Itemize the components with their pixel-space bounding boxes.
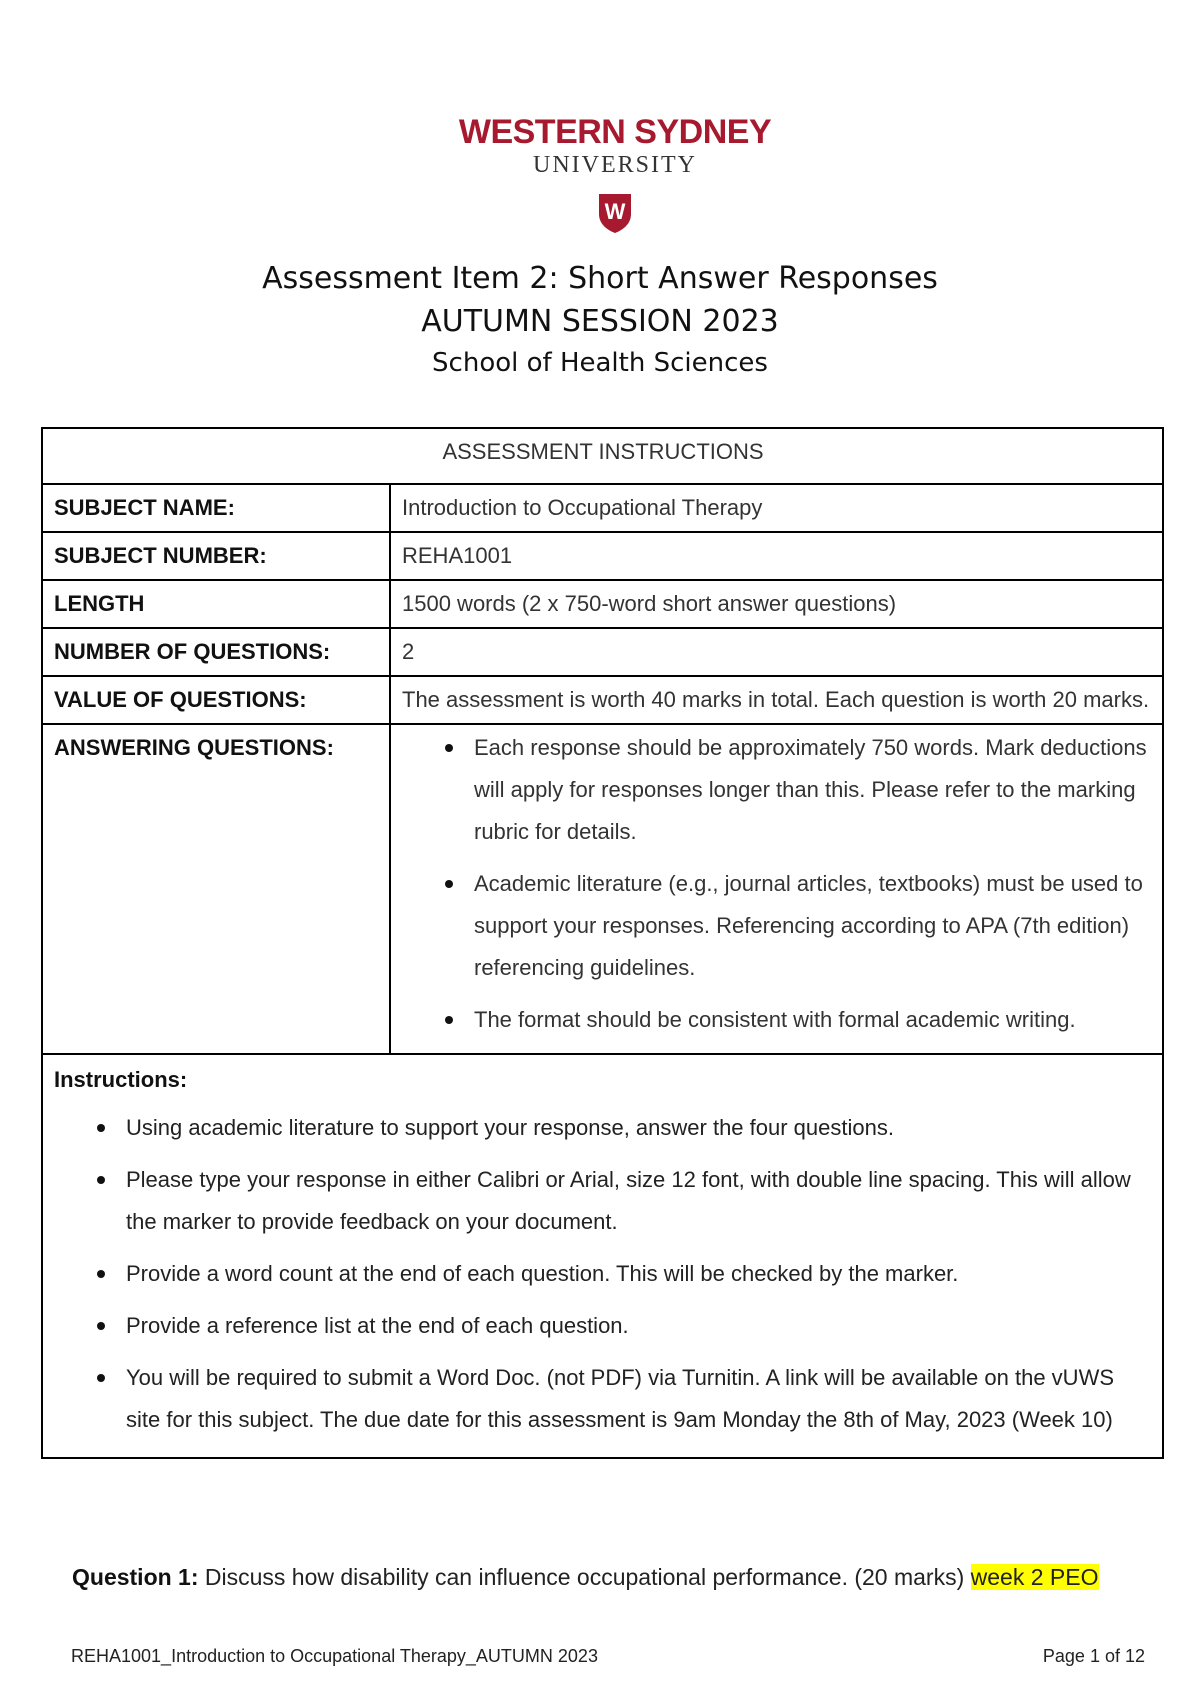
table-heading: ASSESSMENT INSTRUCTIONS bbox=[42, 428, 1163, 484]
table-row bbox=[42, 532, 1163, 580]
assessment-instructions-table bbox=[41, 427, 1164, 1459]
row-label: NUMBER OF QUESTIONS: bbox=[42, 628, 390, 676]
row-label: LENGTH bbox=[42, 580, 390, 628]
shield-letter: W bbox=[604, 199, 626, 224]
list-item: The format should be consistent with formal academic writing. bbox=[474, 999, 1152, 1041]
row-label: ANSWERING QUESTIONS: bbox=[42, 724, 390, 1054]
footer-document-name: REHA1001_Introduction to Occupational Therapy_AUTUMN 2023 bbox=[71, 1646, 598, 1666]
question-label: Question 1: bbox=[72, 1564, 199, 1590]
table-row bbox=[42, 676, 1163, 724]
document-title: Assessment Item 2: Short Answer Responses bbox=[262, 261, 938, 296]
highlighted-note: week 2 PEO bbox=[970, 1564, 1099, 1590]
table-row-instructions bbox=[42, 1054, 1163, 1458]
table-row bbox=[42, 628, 1163, 676]
instructions-title: Instructions: bbox=[54, 1067, 188, 1092]
list-item: You will be required to submit a Word Doc. (not PDF) via Turnitin. A link will be available on the vUWS site for this subject. The due date for this assessment is 9am Monday the 8th of May, 2023 (Week 10) bbox=[126, 1357, 1152, 1441]
list-item: Academic literature (e.g., journal articles, textbooks) must be used to support your responses. Referencing according to APA (7th edition) referencing guidelines. bbox=[474, 863, 1152, 989]
list-item: Each response should be approximately 750 words. Mark deductions will apply for responses longer than this. Please refer to the marking rubric for details. bbox=[474, 727, 1152, 853]
row-value: REHA1001 bbox=[390, 532, 1163, 580]
school-title: School of Health Sciences bbox=[432, 348, 768, 378]
answering-bullet-list bbox=[402, 727, 1152, 1041]
document-title-block bbox=[0, 256, 1200, 384]
logo-wordmark-line2: UNIVERSITY bbox=[533, 152, 697, 178]
list-item: Please type your response in either Calibri or Arial, size 12 font, with double line spacing. This will allow the marker to provide feedback on your document. bbox=[126, 1159, 1152, 1243]
logo-wordmark-line1: WESTERN SYDNEY bbox=[458, 113, 772, 151]
row-value: 2 bbox=[390, 628, 1163, 676]
list-item: Provide a word count at the end of each question. This will be checked by the marker. bbox=[126, 1253, 1152, 1295]
table-row bbox=[42, 484, 1163, 532]
row-label: VALUE OF QUESTIONS: bbox=[42, 676, 390, 724]
list-item: Provide a reference list at the end of each question. bbox=[126, 1305, 1152, 1347]
list-item: Using academic literature to support your response, answer the four questions. bbox=[126, 1107, 1152, 1149]
row-label: SUBJECT NUMBER: bbox=[42, 532, 390, 580]
table-heading-row bbox=[42, 428, 1163, 484]
instructions-bullet-list bbox=[54, 1107, 1152, 1441]
row-value: The assessment is worth 40 marks in total. Each question is worth 20 marks. bbox=[390, 676, 1163, 724]
row-value: 1500 words (2 x 750-word short answer questions) bbox=[390, 580, 1163, 628]
footer-page-number: Page 1 of 12 bbox=[1042, 1646, 1145, 1666]
row-label: SUBJECT NAME: bbox=[42, 484, 390, 532]
table-row-answering bbox=[42, 724, 1163, 1054]
row-value: Introduction to Occupational Therapy bbox=[390, 484, 1163, 532]
university-logo bbox=[0, 112, 1200, 234]
table-row bbox=[42, 580, 1163, 628]
session-title: AUTUMN SESSION 2023 bbox=[421, 304, 779, 339]
shield-icon bbox=[597, 192, 633, 234]
question-text: Discuss how disability can influence occupational performance. (20 marks) bbox=[198, 1564, 971, 1590]
answering-bullets-cell bbox=[390, 724, 1163, 1054]
instructions-cell bbox=[42, 1054, 1163, 1458]
question-1 bbox=[72, 1560, 1099, 1594]
